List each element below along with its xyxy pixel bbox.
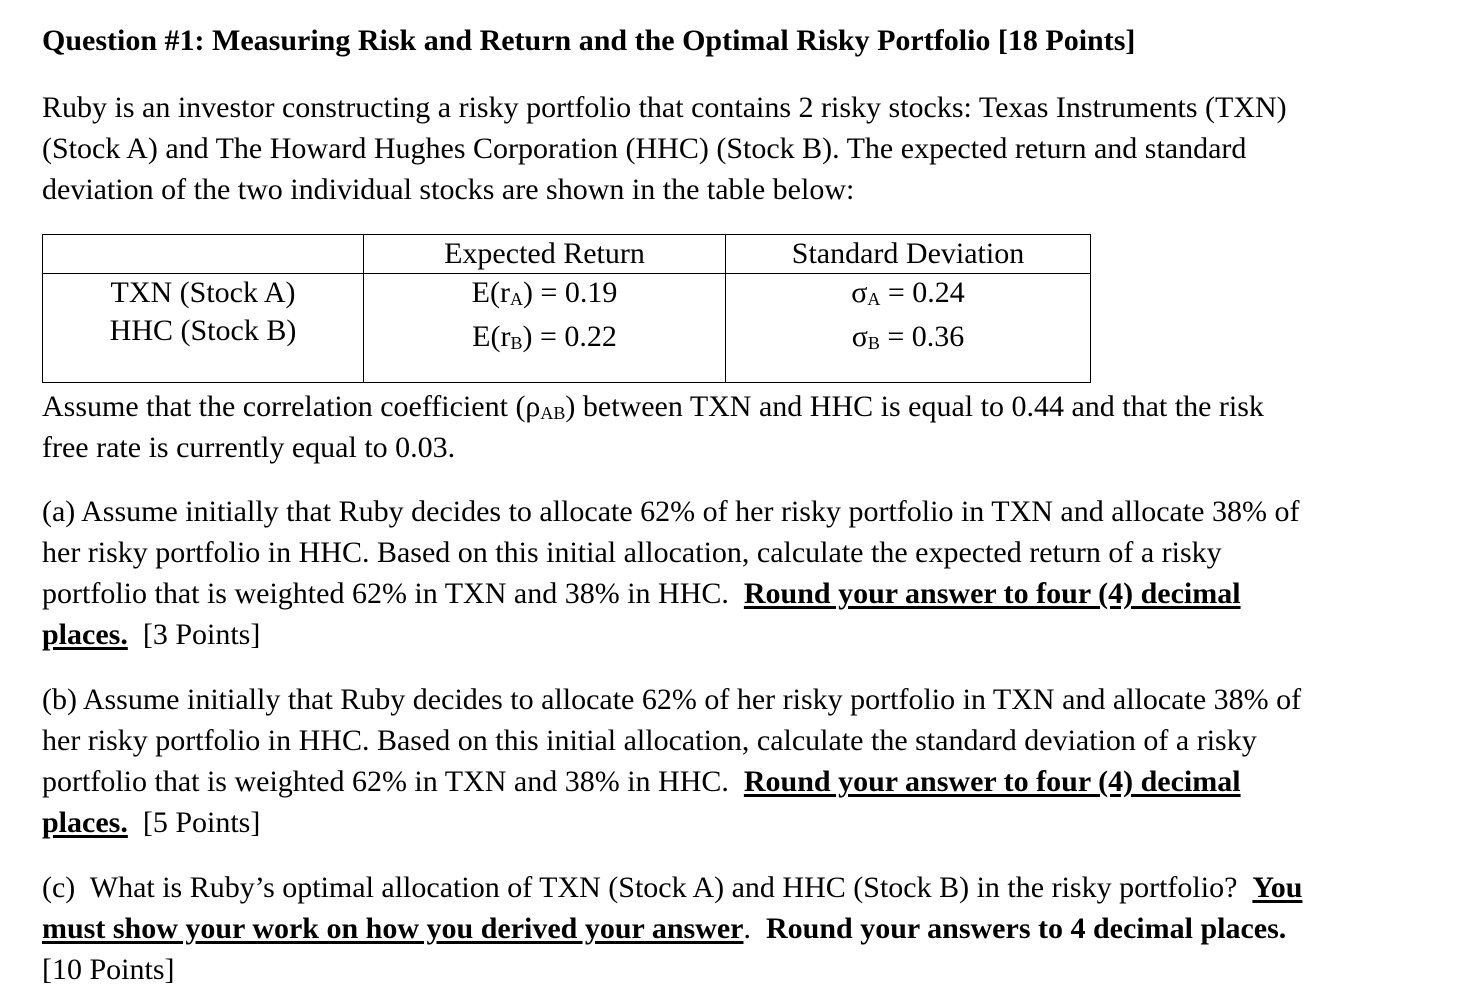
stock-name-hhc: HHC (Stock B) xyxy=(109,314,297,347)
qa-rounding-instruction: Round your answer to four (4) decimal xyxy=(743,577,1241,610)
standard-deviation-b: $\sigma_B = 0.36$ xyxy=(851,320,965,353)
qc-line-1: (c) What is Ruby’s optimal allocation of TXN (Stock A) and HHC (Stock B) in the risky portfolio? You xyxy=(42,871,1303,904)
question-title: Question #1: Measuring Risk and Return and the Optimal Risky Portfolio [18 Points] xyxy=(42,24,1136,57)
header-cell-expected-return: Expected Return xyxy=(364,235,726,274)
qa-line-4: places. [3 Points] xyxy=(42,618,261,651)
question-a xyxy=(42,491,1299,655)
qa-line-3: portfolio that is weighted 62% in TXN and 38% in HHC. Round your answer to four (4) decimal xyxy=(42,577,1241,610)
header-cell-standard-deviation: Standard Deviation xyxy=(726,235,1091,274)
qb-points: [5 Points] xyxy=(127,806,261,839)
correlation-paragraph xyxy=(42,386,1264,468)
qa-points: [3 Points] xyxy=(127,618,261,651)
stock-table xyxy=(42,234,1091,383)
expected-return-b: $E(r_B) = 0.22$ xyxy=(472,320,617,353)
table-row xyxy=(43,274,1091,383)
intro-paragraph xyxy=(42,87,1287,210)
stock-name-txn: TXN (Stock A) xyxy=(110,276,296,309)
intro-line-3: deviation of the two individual stocks are shown in the table below: xyxy=(42,173,855,206)
qc-line-2: must show your work on how you derived your answer. Round your answers to 4 decimal places. xyxy=(42,912,1287,945)
table-header-row xyxy=(43,235,1091,274)
correlation-line-2: free rate is currently equal to 0.03. xyxy=(42,431,456,464)
question-b xyxy=(42,679,1301,843)
qb-line-1: (b) Assume initially that Ruby decides to allocate 62% of her risky portfolio in TXN and allocate 38% of xyxy=(42,683,1302,716)
question-c xyxy=(42,867,1302,990)
correlation-line-1: Assume that the correlation coefficient $(\rho_{AB})$ between TXN and HHC is equal to 0.44 and that the risk xyxy=(42,390,1264,423)
standard-deviation-cell xyxy=(726,274,1091,383)
stock-name-cell xyxy=(43,274,364,383)
qc-rounding-instruction: Round your answers to 4 decimal places. xyxy=(765,912,1287,945)
qc-points: [10 Points] xyxy=(42,953,175,986)
qb-line-2: her risky portfolio in HHC. Based on this initial allocation, calculate the standard deviation of a risky xyxy=(42,724,1257,757)
qc-show-work-instruction: must show your work on how you derived your answer xyxy=(42,912,744,945)
qb-line-4: places. [5 Points] xyxy=(42,806,261,839)
qb-line-3: portfolio that is weighted 62% in TXN and 38% in HHC. Round your answer to four (4) decimal xyxy=(42,765,1241,798)
qb-rounding-instruction: Round your answer to four (4) decimal xyxy=(743,765,1241,798)
qa-line-2: her risky portfolio in HHC. Based on this initial allocation, calculate the expected return of a risky xyxy=(42,536,1222,569)
qa-line-1: (a) Assume initially that Ruby decides to allocate 62% of her risky portfolio in TXN and allocate 38% of xyxy=(42,495,1300,528)
standard-deviation-a: $\sigma_A = 0.24$ xyxy=(851,276,965,309)
intro-line-1: Ruby is an investor constructing a risky portfolio that contains 2 risky stocks: Texas Instruments (TXN) xyxy=(42,91,1287,124)
intro-line-2: (Stock A) and The Howard Hughes Corporation (HHC) (Stock B). The expected return and standard xyxy=(42,132,1247,165)
header-cell-empty xyxy=(43,235,364,274)
expected-return-a: $E(r_A) = 0.19$ xyxy=(471,276,618,309)
expected-return-cell xyxy=(364,274,726,383)
